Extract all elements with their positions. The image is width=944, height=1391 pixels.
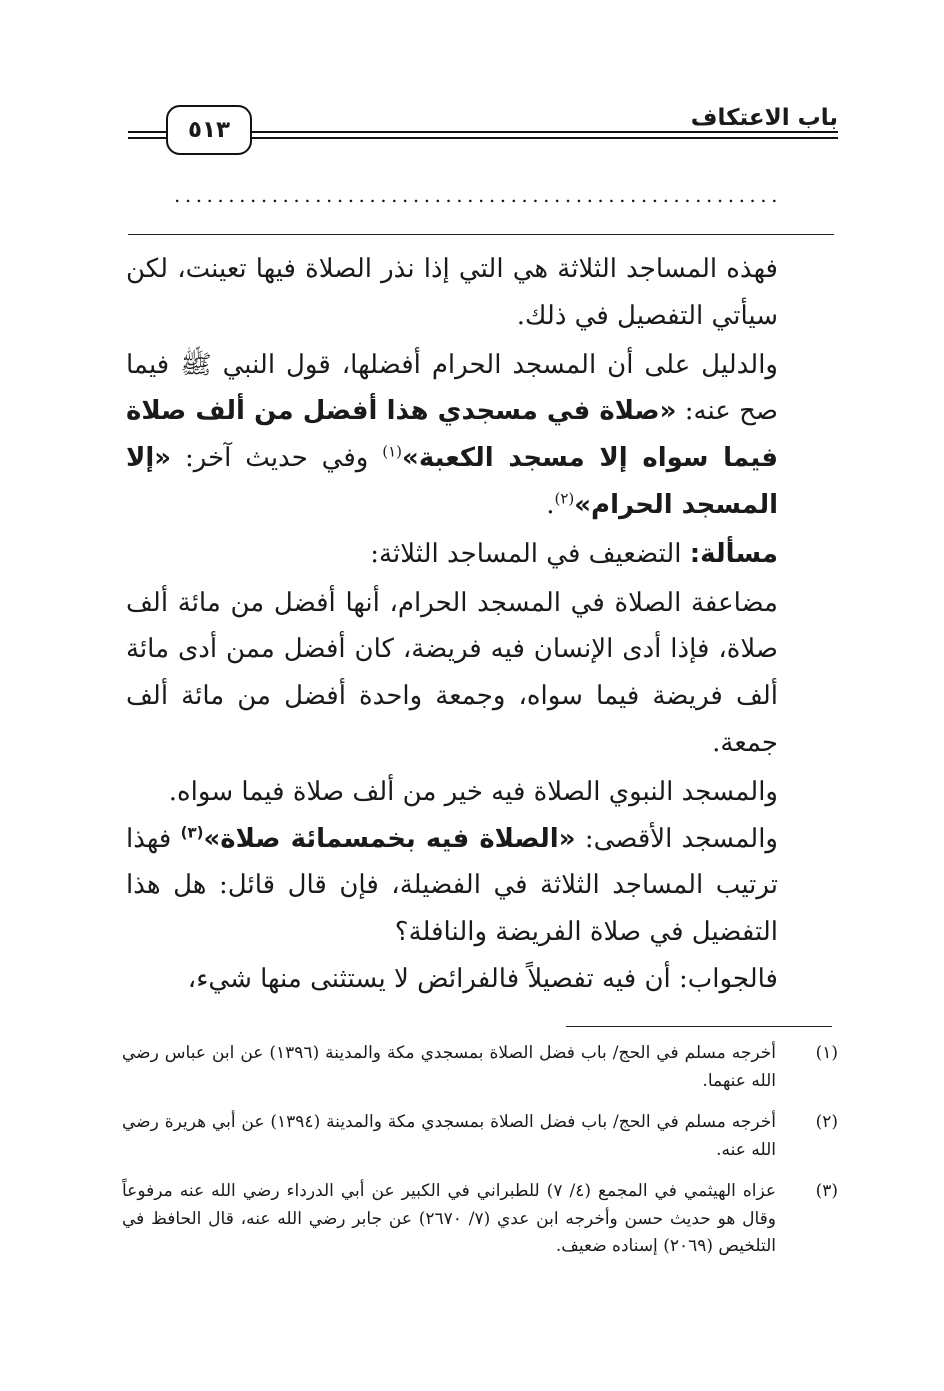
- footnote-separator: [566, 1026, 832, 1027]
- footnote-text: أخرجه مسلم في الحج/ باب فضل الصلاة بمسجدي مكة والمدينة (١٣٩٤) عن أبي هريرة رضي الله عنه.: [122, 1112, 776, 1160]
- paragraph-1: فهذه المساجد الثلاثة هي التي إذا نذر الصلاة فيها تعينت، لكن سيأتي التفصيل في ذلك.: [126, 254, 778, 331]
- header-rule-left-lower: [128, 137, 166, 139]
- footnote-3: [122, 1178, 838, 1261]
- paragraph-2-intro: والدليل على أن المسجد الحرام أفضلها، قول النبي ﷺ فيما صح عنه:: [126, 349, 778, 427]
- paragraph-2-end: .: [546, 489, 555, 520]
- footnote-ref-3[interactable]: (٣): [180, 822, 204, 841]
- dotted-separator: ........................................................: [173, 183, 782, 207]
- issue-text: التضعيف في المساجد الثلاثة:: [370, 538, 690, 569]
- footnote-number: (٢): [815, 1112, 838, 1132]
- footnote-number: (١): [815, 1043, 838, 1063]
- paragraph-5: والمسجد النبوي الصلاة فيه خير من ألف صلاة فيما سواه.: [168, 776, 778, 807]
- header-rule-left-upper: [128, 131, 166, 133]
- paragraph-3: [126, 531, 836, 578]
- paragraph-6-text: فهذا ترتيب المساجد الثلاثة في الفضيلة، فإن قال قائل: هل هذا التفضيل في صلاة الفريضة والنافلة؟: [126, 823, 778, 948]
- chapter-title: باب الاعتكاف: [690, 105, 838, 131]
- footnote-2: [122, 1109, 838, 1164]
- top-separator-line: [128, 234, 834, 235]
- footnotes: [122, 1040, 838, 1275]
- page-number: ٥١٣: [166, 105, 252, 155]
- footnote-ref-2[interactable]: (٢): [554, 489, 575, 508]
- footnote-text: أخرجه مسلم في الحج/ باب فضل الصلاة بمسجدي مكة والمدينة (١٣٩٦) عن ابن عباس رضي الله عنهما.: [122, 1043, 776, 1091]
- footnote-number: (٣): [815, 1181, 838, 1201]
- footnote-1: [122, 1040, 838, 1095]
- paragraph-2-mid: وفي حديث آخر:: [171, 443, 383, 474]
- header-rule-upper: [248, 131, 838, 133]
- paragraph-6-intro: والمسجد الأقصى:: [575, 823, 778, 854]
- paragraph-7: فالجواب: أن فيه تفصيلاً فالفرائض لا يستثنى منها شيء،: [187, 963, 778, 994]
- paragraph-4: مضاعفة الصلاة في المسجد الحرام، أنها أفضل من مائة ألف صلاة، فإذا أدى الإنسان فيه فريضة، كان أفضل ممن أدى مائة ألف فريضة فيما سواه، وجمعة واحدة أفضل من مائة ألف جمعة.: [126, 587, 778, 758]
- paragraph-6: [126, 816, 836, 956]
- header-rule-lower: [248, 137, 838, 139]
- issue-label: مسألة:: [689, 538, 778, 569]
- footnote-text: عزاه الهيثمي في المجمع (٤/ ٧) للطبراني في الكبير عن أبي الدرداء رضي الله عنه مرفوعاً وقال هو حديث حسن وأخرجه ابن عدي (٧/ ٢٦٧٠) عن جابر رضي الله عنه، قال الحافظ في التلخيص (٢٠٦٩) إسناده ضعيف.: [122, 1181, 776, 1256]
- main-text: [126, 246, 836, 1003]
- page-header: [128, 95, 838, 165]
- paragraph-2: [126, 342, 836, 529]
- footnote-ref-1[interactable]: (١): [382, 442, 403, 461]
- hadith-quote-1: «صلاة في مسجدي هذا أفضل من ألف صلاة فيما سواه إلا مسجد الكعبة»: [126, 396, 778, 474]
- hadith-quote-2: «إلا المسجد الحرام»: [126, 443, 778, 520]
- hadith-quote-3: «الصلاة فيه بخمسمائة صلاة»: [203, 823, 576, 854]
